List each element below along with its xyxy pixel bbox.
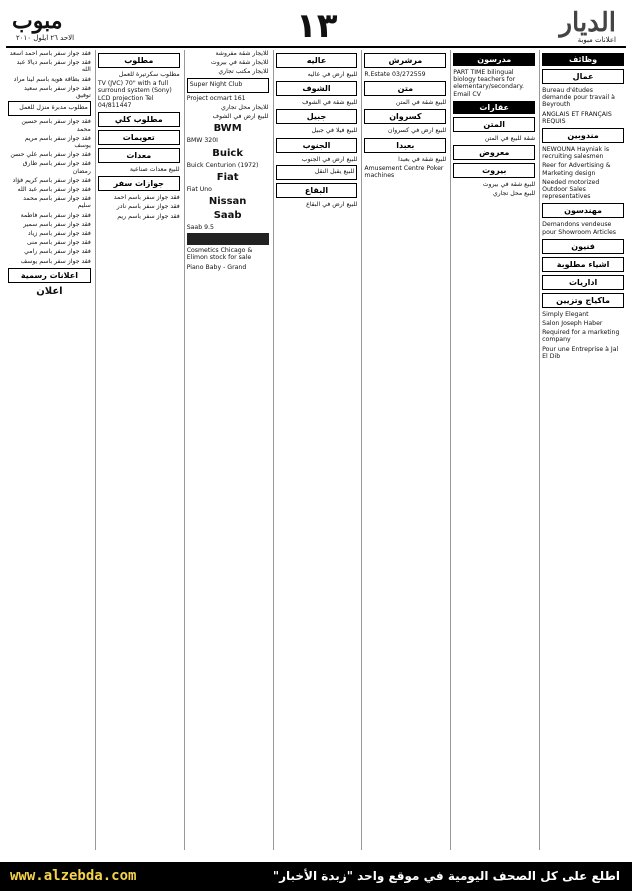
ad-line: للبيع فيلا في جبيل [311,127,358,135]
column-7 [539,50,626,850]
ad-line: فقد جواز سفر باسم سعيد توفيق [23,84,91,100]
section-header: مطلوب كلي [98,112,180,127]
ad-line: فقد جواز سفر باسم احمد اسعد [9,50,91,57]
ad-line: شقة للبيع في المتن [484,134,536,142]
section-header: مطلوب [98,53,180,68]
column-4 [273,50,360,850]
ad-line: مطلوب سكرتيرة للعمل [118,71,180,78]
section-header: الجنوب [276,138,358,153]
section-header: اشياء مطلوبة [542,257,624,272]
ad-line: فقد جواز سفر باسم عبد الله [17,186,91,194]
ad-line: فقد جواز سفر باسم محمد سليم [23,195,91,210]
ad-line: Piano Baby - Grand [186,263,247,271]
car-brand-fiat: Fiat [216,171,239,183]
section-header: اعلانات رسمية [8,268,91,283]
section-header: وظائف [542,53,624,66]
ad-line: فقد جواز سفر باسم سمير [23,220,91,228]
ad-line: Bureau d'études demande pour travail à Beyrouth [542,87,615,109]
column-1 [6,50,93,850]
ad-line: فقد جواز سفر باسم احمد [113,194,180,202]
ad-line: Salon Joseph Haber [542,320,603,328]
section-header: عاليه [276,53,358,68]
ad-line: مطلوب مدبرة منزل للعمل [19,104,88,112]
section-header: الشوف [276,81,358,96]
ad-line: Cosmetics Chicago & Elimon stock for sale [186,247,253,262]
ad-line: Reer for Advertising & Marketing design [542,162,611,177]
ad-line: فقد جواز سفر باسم زياد [27,230,91,238]
ad-line: للايجار مكتب تجاري [218,68,269,76]
ad-line: للبيع ارض في البقاع [306,201,358,209]
ad-line: Amusement Centre Poker machines [364,164,444,180]
section-header: مدرسون [453,53,535,66]
section-header: تعويمات [98,130,180,145]
ad-line: للبيع محل تجاري [492,190,536,198]
ad-line: Buick Centurion (1972) [186,161,259,169]
ad-line: PART TIME bilingual biology teachers for elementary/secondary. Email CV [453,69,525,98]
ad-line: فقد جواز سفر باسم مريم يوسف [24,134,91,150]
ad-line: فقد جواز سفر باسم علي حسن [10,151,91,159]
page-number: ١٣ [296,6,338,46]
section-header: مرشرش [364,53,446,68]
ad-line: للايجار محل تجاري [221,104,269,112]
notice-title: اعلان [36,285,63,297]
ad-line: TV (JVC) 70" with a full surround system (Sony) LCD projection Tel 04/811447 [97,80,172,109]
ad-line: ANGLAIS ET FRANÇAIS REQUIS [542,110,612,125]
car-brand-nissan: Nissan [208,196,247,208]
ad-line: للبيع شقة في المتن [395,99,447,107]
car-brand-buick: Buick [212,147,243,159]
section-header: عمال [542,69,624,84]
ad-line: للبيع ارض في الشوف [212,113,269,121]
ad-line: للبيع معدات صناعية [129,166,180,174]
issue-date: الاحد ٢٦ ايلول ٢٠١٠ [16,34,75,42]
ad-line: Saab 9.5 [186,224,214,232]
section-header: فنيون [542,239,624,254]
ad-line: فقد بطاقة هوية باسم لينا مراد [13,75,91,83]
section-header: مهندسون [542,203,624,218]
section-header: المتن [453,117,535,132]
ad-line: NEWOUNA Hayniak is recruiting salesmen [542,146,610,161]
ad-line: Demandons vendeuse pour Showroom Articles [542,221,617,236]
section-header: بيروت [453,163,535,178]
section-header: كسروان [364,109,446,124]
newspaper-logo: الديار [559,8,616,38]
section-header: اداريات [542,275,624,290]
ad-line: للبيع ارض في كسروان [387,127,447,135]
car-brand-saab: Saab [213,210,242,222]
ad-line: Project ocmart 161 [186,94,246,102]
ad-line: Needed motorized Outdoor Sales representatives [542,178,600,201]
column-2 [95,50,182,850]
ad-box [8,101,91,116]
column-5 [361,50,448,850]
section-title: مبوب [12,8,63,34]
ad-line: فقد جواز سفر باسم طارق رمضان [22,160,91,175]
ad-line: فقد جواز سفر باسم ريم [117,212,180,220]
ad-line: للايجار شقة في بيروت [210,59,269,67]
section-header: جوازات سفر [98,176,180,191]
ad-line: Simply Elegant [542,310,589,318]
ad-line: R.Estate 03/272559 [364,71,426,78]
ad-line: للبيع شقة في بعبدا [398,155,447,163]
ad-line: فقد جواز سفر باسم نادر [116,203,180,211]
ad-box [276,165,358,180]
ad-line: فقد جواز سفر باسم منى [26,239,91,247]
newspaper-subtitle: اعلانات مبوبة [577,36,616,44]
ad-line: Super Night Club [189,80,243,88]
ad-line: للبيع ارض في الجنوب [301,155,358,163]
ad-line: للبيع يقبل النقل [314,167,355,175]
ad-line: فقد جواز سفر باسم حسين محمد [21,118,91,133]
ad-line: فقد جواز سفر باسم ديالا عبد الله [16,59,91,74]
ad-line: فقد جواز سفر باسم كريم فؤاد [12,176,91,184]
section-header: جبيل [276,109,358,124]
section-header: مندوبين [542,128,624,143]
section-header: بعبدا [364,138,446,153]
page-header [6,6,626,48]
ad-line: BMW 320I [186,137,219,145]
section-header: معدات [98,148,180,163]
section-header: معروض [453,145,535,160]
car-brand-bmw: BWM [213,123,242,135]
ad-line: Required for a marketing company [542,329,620,344]
ad-line: فقد جواز سفر باسم فاطمة [20,211,91,219]
section-banner [187,233,269,245]
site-url: www.alzebda.com [10,868,137,884]
column-3 [184,50,271,850]
ad-line: Pour une Entreprise à Jal El Dib [542,345,619,360]
ad-line: للبيع شقة في بيروت [482,181,536,189]
section-header: البقاع [276,183,358,198]
ad-line: فقد جواز سفر باسم يوسف [20,257,91,265]
section-header: ماكياج وتزيين [542,293,624,308]
ad-line: للبيع شقة في الشوف [302,99,358,107]
column-6 [450,50,537,850]
ads-columns [6,50,626,850]
ad-box [187,78,269,93]
watermark-footer [0,862,632,891]
ad-line: Fiat Uno [186,185,212,193]
ad-line: للايجار شقة مفروشة [215,50,269,57]
section-header: عقارات [453,101,535,114]
footer-tagline: اطلع على كل الصحف اليومية في موقع واحد "زبدة الأخبار" [272,869,620,883]
ad-line: فقد جواز سفر باسم رامي [24,248,91,256]
ad-line: للبيع ارض في عاليه [307,71,358,78]
section-header: متن [364,81,446,96]
